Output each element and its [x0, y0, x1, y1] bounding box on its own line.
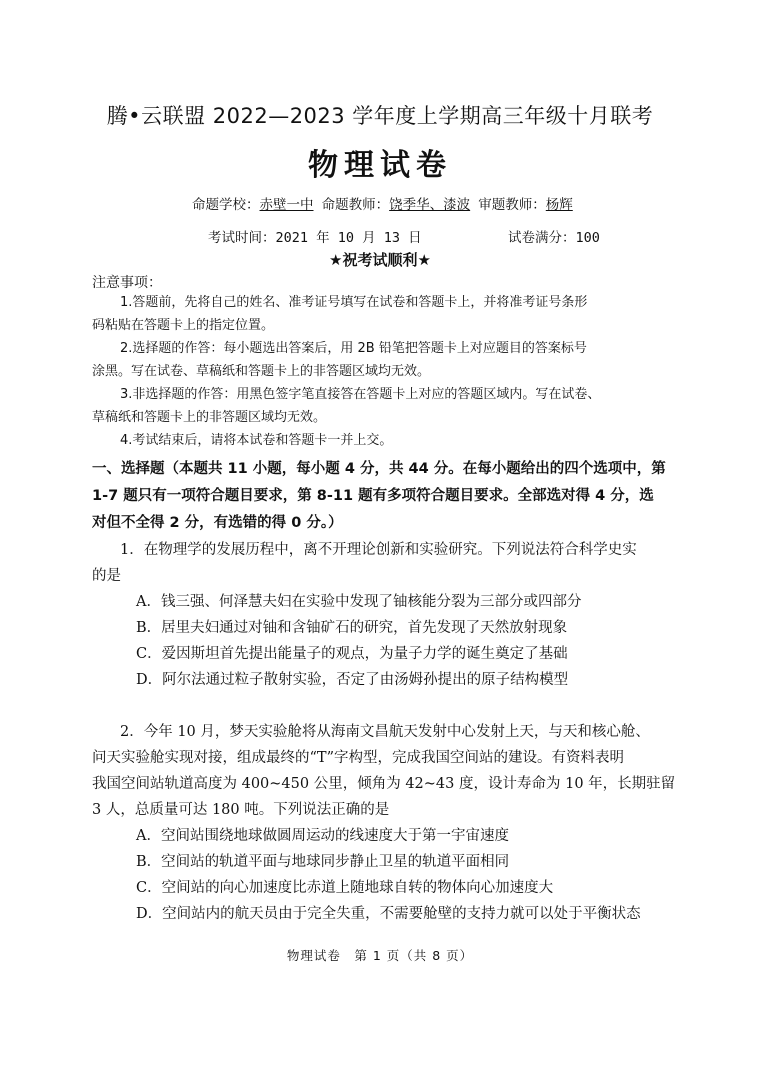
question-2-stem: 我国空间站轨道高度为 400~450 公里，倾角为 42~43 度，设计寿命为 10 年，长期驻留 — [92, 776, 676, 792]
section-heading: 对但不全得 2 分，有选错的得 0 分。） — [92, 515, 343, 531]
question-1-option-a: A．钱三强、何泽慧夫妇在实验中发现了铀核能分裂为三部分或四部分 — [136, 594, 582, 610]
reviewer-name: 杨辉 — [545, 197, 573, 213]
note-line: 2.选择题的作答：每小题选出答案后，用 2B 铅笔把答题卡上对应题目的答案标号 — [120, 341, 587, 356]
authors-line — [192, 193, 573, 213]
question-1-stem: 1．在物理学的发展历程中，离不开理论创新和实验研究。下列说法符合科学史实 — [120, 542, 637, 558]
note-line: 码粘贴在答题卡上的指定位置。 — [92, 318, 275, 333]
question-1-option-b: B．居里夫妇通过对铀和含铀矿石的研究，首先发现了天然放射现象 — [136, 620, 568, 636]
school-label: 命题学校： — [192, 197, 260, 213]
teachers-names: 饶季华、漆波 — [389, 197, 471, 213]
question-2-option-b: B．空间站的轨道平面与地球同步静止卫星的轨道平面相同 — [136, 854, 510, 870]
reviewer-label: 审题教师： — [478, 197, 546, 213]
question-2-option-a: A．空间站围绕地球做圆周运动的线速度大于第一宇宙速度 — [136, 828, 509, 844]
teachers-label: 命题教师： — [321, 197, 390, 213]
question-2-stem: 2．今年 10 月，梦天实验舱将从海南文昌航天发射中心发射上天，与天和核心舱、 — [120, 724, 650, 740]
note-line: 1.答题前，先将自己的姓名、准考证号填写在试卷和答题卡上，并将准考证号条形 — [120, 295, 588, 310]
note-line: 3.非选择题的作答：用黑色签字笔直接答在答题卡上对应的答题区域内。写在试卷、 — [120, 387, 601, 402]
note-line: 涂黑。写在试卷、草稿纸和答题卡上的非答题区域均无效。 — [92, 364, 431, 379]
full-score: 试卷满分：100 — [508, 230, 600, 246]
question-1-stem: 的是 — [92, 568, 121, 584]
note-line: 草稿纸和答题卡上的非答题区域均无效。 — [92, 410, 327, 425]
note-line: 4.考试结束后，请将本试卷和答题卡一并上交。 — [120, 433, 393, 448]
question-2-stem: 问天实验舱实现对接，组成最终的“T”字构型，完成我国空间站的建设。有资料表明 — [92, 750, 624, 766]
page-footer: 物理试卷 第 1 页（共 8 页） — [286, 948, 474, 963]
exam-time: 考试时间：2021 年 10 月 13 日 — [208, 230, 422, 246]
section-heading: 一、选择题（本题共 11 小题，每小题 4 分，共 44 分。在每小题给出的四个选项中，第 — [92, 461, 666, 477]
question-2-option-c: C．空间站的向心加速度比赤道上随地球自转的物体向心加速度大 — [136, 880, 554, 896]
school-name: 赤壁一中 — [259, 197, 314, 213]
question-1-option-d: D．阿尔法通过粒子散射实验，否定了由汤姆孙提出的原子结构模型 — [136, 672, 569, 688]
question-2-option-d: D．空间站内的航天员由于完全失重，不需要舱壁的支持力就可以处于平衡状态 — [136, 906, 641, 922]
good-luck-banner: ★祝考试顺利★ — [329, 251, 431, 269]
section-heading: 1-7 题只有一项符合题目要求，第 8-11 题有多项符合题目要求。全部选对得 4 分，选 — [92, 488, 654, 504]
question-2-stem: 3 人，总质量可达 180 吨。下列说法正确的是 — [92, 802, 390, 818]
notes-heading: 注意事项： — [92, 275, 162, 291]
exam-title: 腾•云联盟 2022—2023 学年度上学期高三年级十月联考 — [106, 104, 654, 128]
exam-subject: 物理试卷 — [308, 148, 452, 183]
question-1-option-c: C．爱因斯坦首先提出能量子的观点，为量子力学的诞生奠定了基础 — [136, 646, 568, 662]
